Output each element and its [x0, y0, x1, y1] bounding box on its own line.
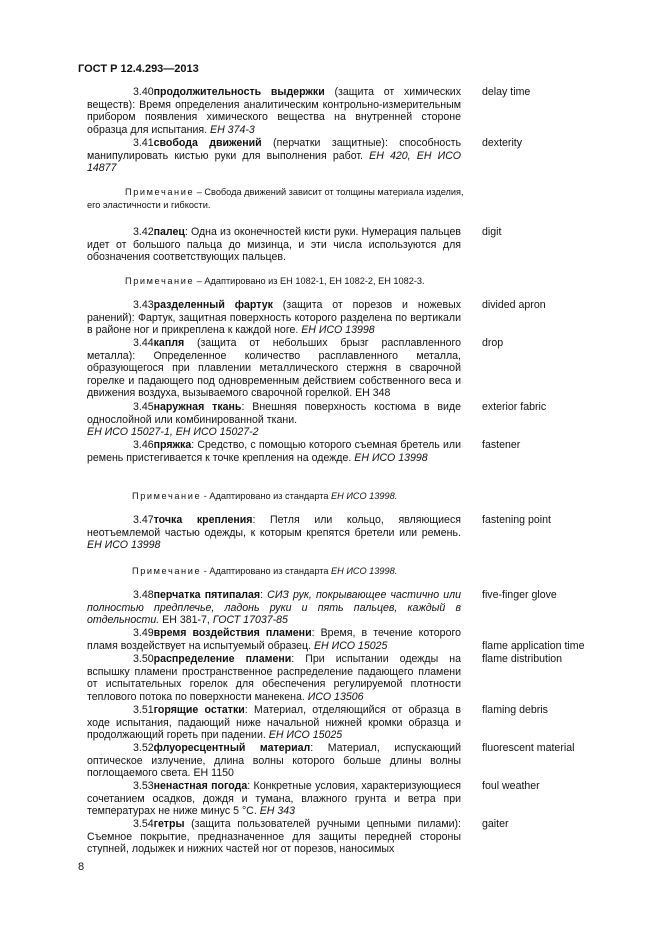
term-ru: перчатка пятипалая: [153, 589, 261, 601]
term-entry-3-53: [87, 780, 461, 818]
term-entry-3-47: [87, 514, 461, 552]
term-entry-3-45: [87, 401, 461, 439]
document-header: ГОСТ Р 12.4.293—2013: [78, 63, 199, 75]
reference: ЕН 343: [259, 805, 296, 818]
definition: : Петля или кольцо, являющиеся неотъемлемой частью одежды, к которым крепятся бретели или ремень.: [87, 514, 461, 539]
term-en: exterior fabric: [482, 401, 547, 413]
term-entry-3-52: [87, 742, 461, 780]
term-ru: наружная ткань: [153, 401, 242, 413]
definition: : При испытании одежды на вспышку пламени пространственное распределение падающего пламени от испытательных горелок для обеспечения регулируемой плотности теплового потока по поверхности манекена.: [87, 653, 461, 703]
term-en: dexterity: [482, 137, 523, 149]
term-ru: точка крепления: [153, 514, 253, 526]
term-en: digit: [482, 226, 502, 238]
term-en: five-finger glove: [482, 589, 557, 601]
entry-number: 3.44: [133, 337, 154, 349]
entry-number: 3.52: [133, 742, 154, 754]
note: [87, 186, 467, 211]
term-en: delay time: [482, 86, 531, 98]
term-ru: флуоресцентный материал: [153, 742, 311, 754]
note-reference: ЕН ИСО 13998.: [331, 491, 398, 501]
reference: ЕН ИСО 15025: [313, 639, 388, 652]
definition: : Материал, отделяющийся от образца в ходе испытания, падающий ниже начальной нижней кромки образца и продолжающий гореть при падении.: [87, 704, 461, 742]
note-reference: ЕН ИСО 13998.: [331, 566, 398, 576]
note-label: Примечание: [132, 491, 202, 501]
term-en: gaiter: [482, 818, 509, 830]
term-entry-3-50: [87, 653, 461, 703]
definition: : Одна из оконечностей кисти руки. Нумерация пальцев идет от большого пальца до мизинца, и эти числа используются для обозначения соответствующих пальцев.: [87, 226, 461, 264]
term-ru: свобода движений: [153, 137, 262, 149]
term-ru: горящие остатки: [153, 704, 245, 716]
reference: ЕН ИСО 13998: [354, 451, 428, 464]
term-entry-3-40: [87, 86, 461, 136]
entry-number: 3.49: [133, 627, 154, 639]
term-en: fluorescent material: [482, 742, 575, 754]
reference: ЕН 420, ЕН ИСО 14877: [87, 149, 461, 175]
definition: : Конкретные условия, характеризующиеся сочетанием осадков, дождя и тумана, влажного грунта и ветра при температурах не ниже минус 5 °С.: [87, 780, 461, 818]
term-entry-3-44: [87, 337, 461, 400]
entry-number: 3.40: [133, 86, 154, 98]
note-label: Примечание: [125, 187, 195, 197]
entry-number: 3.48: [133, 589, 154, 601]
term-entry-3-41: [87, 137, 461, 175]
term-ru: распределение пламени: [153, 653, 292, 665]
term-entry-3-51: [87, 704, 461, 742]
definition: (перчатки защитные): способность манипулировать кистью руки для выполнения работ.: [87, 137, 461, 162]
reference: ЕН ИСО 15027-1, ЕН ИСО 15027-2: [87, 426, 259, 439]
term-en: fastener: [482, 439, 521, 451]
note-label: Примечание: [125, 276, 195, 286]
reference: ЕН ИСО 15025: [268, 729, 343, 742]
term-en: drop: [482, 337, 504, 349]
definition: : Внешняя поверхность костюма в виде однослойной или комбинированной ткани.: [87, 401, 461, 426]
term-entry-3-42: [87, 226, 461, 264]
definition: : Материал, испускающий оптическое излучение, длина волны которого больше длины волны поглощаемого света. ЕН 1150: [87, 742, 461, 780]
entry-number: 3.53: [133, 780, 154, 792]
entry-number: 3.47: [133, 514, 154, 526]
entry-number: 3.45: [133, 401, 154, 413]
note-label: Примечание: [132, 566, 202, 576]
term-en: foul weather: [482, 780, 540, 792]
term-ru: капля: [153, 337, 185, 349]
entry-number: 3.41: [133, 137, 154, 149]
entry-number: 3.54: [133, 818, 154, 830]
term-en: divided apron: [482, 299, 546, 311]
term-ru: гетры: [153, 818, 185, 830]
definition: :: [260, 589, 268, 601]
term-en: fastening point: [482, 514, 551, 526]
term-ru: разделенный фартук: [153, 299, 273, 311]
term-entry-3-46: [87, 439, 461, 464]
term-en: flame application time: [482, 640, 585, 652]
note-text: – Адаптировано из ЕН 1082-1, ЕН 1082-2, ЕН 1082-3.: [194, 276, 425, 286]
reference: ГОСТ 17037-85: [212, 614, 288, 627]
reference: ЕН ИСО 13998: [301, 324, 375, 337]
term-entry-3-54: [87, 818, 461, 856]
definition-italic: СИЗ рук, покрывающее частично или полностью предплечье, ладонь руки и пять пальцев, каждый в отдельности.: [87, 589, 461, 627]
term-ru: пряжка: [153, 439, 192, 451]
note: [87, 565, 467, 578]
entry-number: 3.51: [133, 704, 154, 716]
entry-number: 3.43: [133, 299, 154, 311]
definition: (защита пользователей ручными цепными пилами): Съемное покрытие, предназначенное для защиты передней стороны ступней, лодыжек и нижних частей ног от порезов, наносимых: [87, 818, 461, 856]
term-entry-3-43: [87, 299, 461, 337]
note: [87, 275, 467, 288]
note: [87, 490, 467, 503]
entry-number: 3.46: [133, 439, 154, 451]
definition: (защита от порезов и ножевых ранений): Фартук, защитная поверхность которого разделена по вертикали в районе ног и прикреплена к каждой ноге.: [87, 299, 461, 337]
term-entry-3-49: [87, 627, 461, 652]
reference: ЕН ИСО 13998: [87, 539, 161, 552]
entry-number: 3.50: [133, 653, 154, 665]
note-text: - Адаптировано из стандарта: [201, 491, 332, 501]
definition: : Средство, с помощью которого съемная бретель или ремень пристегивается к точке крепления на одежде.: [87, 439, 461, 464]
term-en: flaming debris: [482, 704, 548, 716]
definition: (защита от небольших брызг расплавленного металла): Определенное количество расплавленного металла, образующегося при плавлении металлического стержня в сварочной горелке и падающего под одновременным действием собственного веса и движения воздуха, вызываемого сварочной горелкой. ЕН 348: [87, 337, 461, 400]
term-ru: палец: [153, 226, 185, 238]
term-ru: время воздействия пламени: [153, 627, 312, 639]
definition: (защита от химических веществ): Время определения аналитическим контрольно-измерительным прибором появления химического вещества на внутренней стороне образца для испытания.: [87, 86, 461, 136]
definition-tail: ЕН 381-7,: [159, 614, 213, 627]
term-en: flame distribution: [482, 653, 563, 665]
entry-number: 3.42: [133, 226, 154, 238]
note-text: - Адаптировано из стандарта: [201, 566, 332, 576]
reference: ЕН 374-3: [210, 123, 255, 136]
reference: ИСО 13506: [307, 690, 364, 703]
page-number: 8: [78, 861, 85, 873]
term-ru: продолжительность выдержки: [153, 86, 325, 98]
term-ru: ненастная погода: [153, 780, 248, 792]
definition: : Время, в течение которого пламя воздействует на испытуемый образец.: [87, 627, 461, 652]
term-entry-3-48: [87, 589, 461, 627]
note-text: – Свобода движений зависит от толщины материала изделия, его эластичности и гибкости.: [87, 187, 464, 210]
